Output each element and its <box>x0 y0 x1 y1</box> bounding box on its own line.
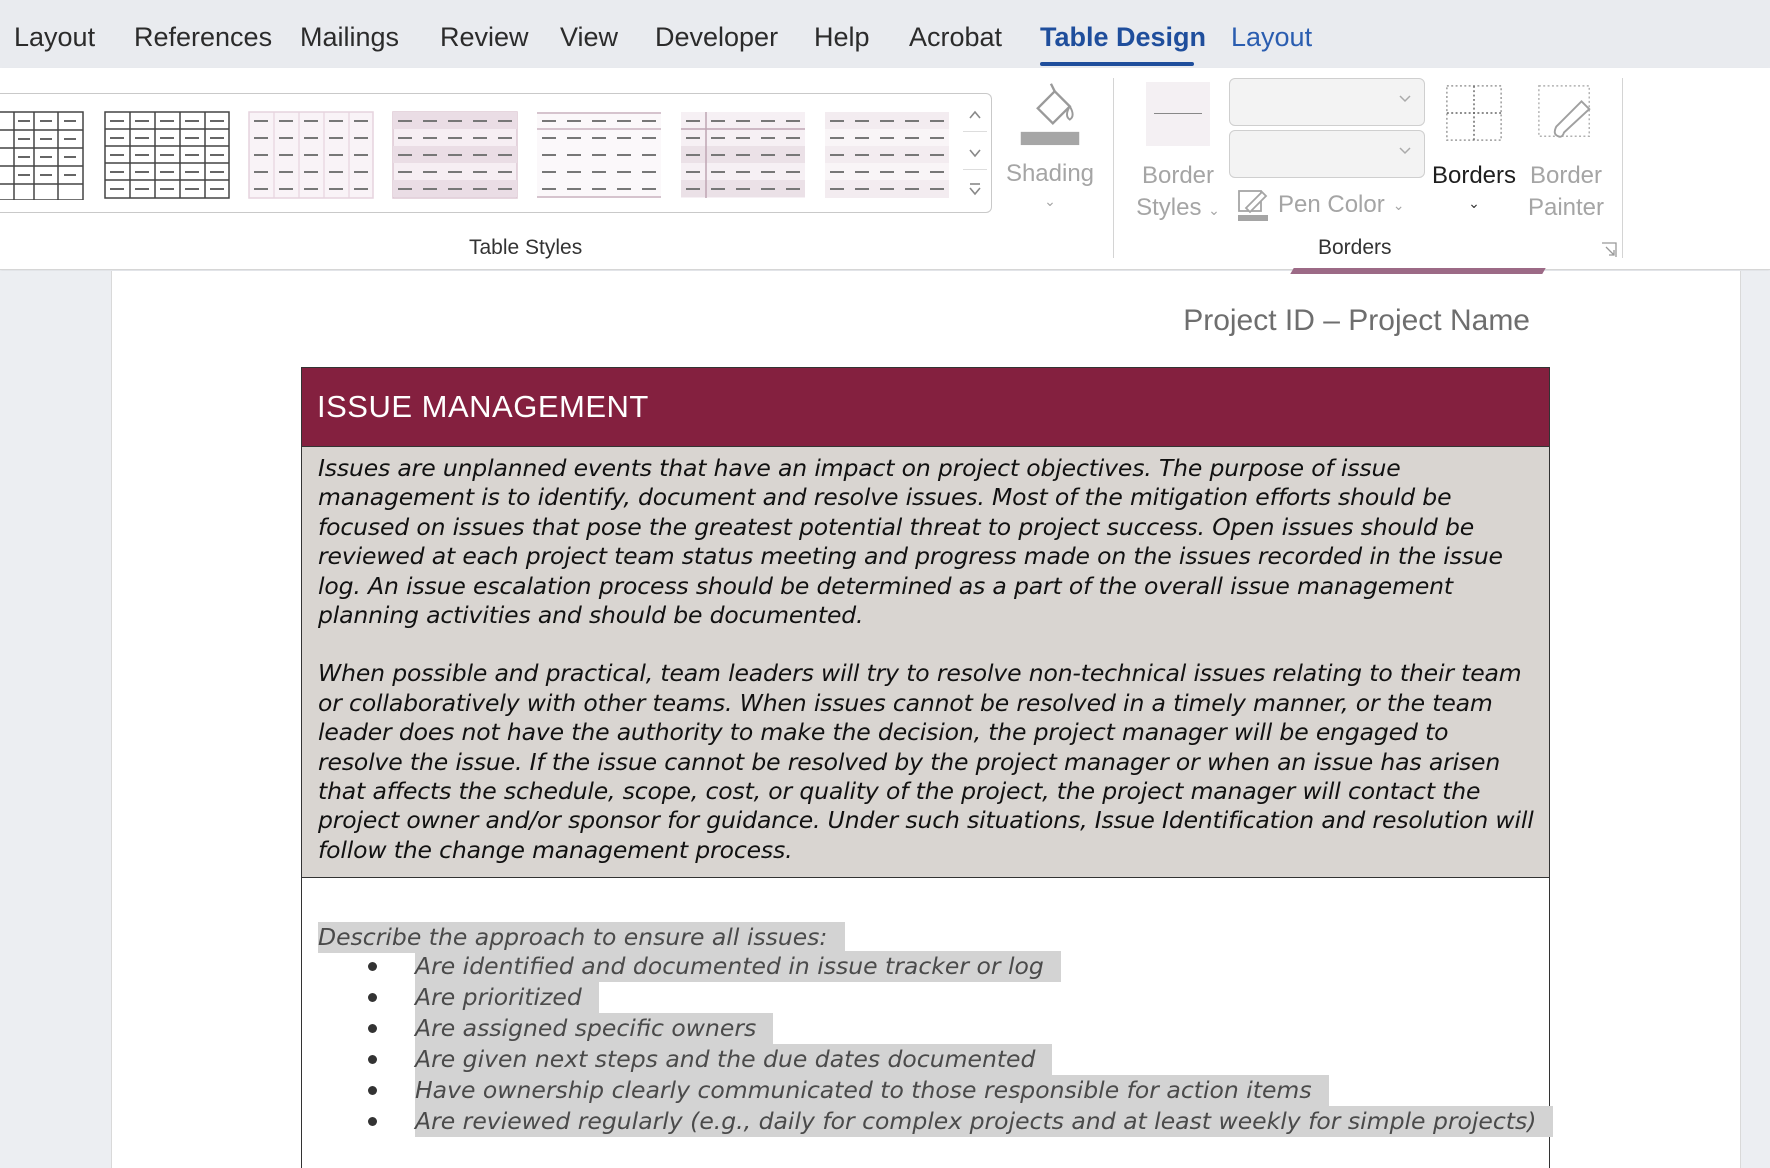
page-header-title[interactable]: Project ID – Project Name <box>1183 304 1530 337</box>
list-item[interactable]: Are assigned specific owners <box>318 1013 1534 1044</box>
borders-button[interactable] <box>1428 82 1520 214</box>
tab-acrobat[interactable]: Acrobat <box>909 22 1003 52</box>
borders-group-label: Borders <box>1318 236 1392 259</box>
bullet-icon <box>368 993 377 1002</box>
chevron-down-icon <box>1398 143 1412 157</box>
tab-references[interactable]: References <box>134 22 273 52</box>
gallery-scroll-down-button[interactable] <box>963 136 987 170</box>
line-style-dropdown[interactable] <box>1229 78 1425 126</box>
borders-grid-icon <box>1443 82 1505 144</box>
table-style-thumbnail[interactable] <box>824 108 950 200</box>
gallery-expand-icon <box>967 181 983 197</box>
bullet-icon <box>368 1055 377 1064</box>
header-accent-bar <box>1290 268 1545 274</box>
chevron-up-icon <box>967 107 983 123</box>
intro-paragraph[interactable]: When possible and practical, team leaders will try to resolve non-technical issues relating to their team or collaboratively with other teams. When issues cannot be resolved in a timely manner, or the team leader does not have the authority to make the decision, the project manager will be engaged to resolve the issue. If the issue cannot be resolved by the project manager or when an issue has arisen that affects the schedule, scope, cost, or quality of the project, the project manager will contact the project owner and/or sponsor for guidance. Under such situations, Issue Identification and resolution will follow the change management process. <box>318 659 1534 864</box>
pen-color-label: Pen Color <box>1278 191 1385 218</box>
active-tab-indicator <box>1040 62 1194 66</box>
section-banner[interactable]: ISSUE MANAGEMENT <box>302 368 1549 447</box>
border-painter-label-line1: Border <box>1529 162 1603 189</box>
paint-bucket-icon <box>1015 80 1085 146</box>
gallery-scroll-up-button[interactable] <box>963 98 987 132</box>
dialog-launcher-icon[interactable] <box>1600 241 1618 259</box>
border-styles-button[interactable] <box>1130 82 1226 226</box>
issue-management-table[interactable] <box>301 367 1550 1168</box>
table-styles-group-label: Table Styles <box>469 236 583 259</box>
border-styles-label-line1: Border <box>1141 162 1215 189</box>
bullet-icon <box>368 1024 377 1033</box>
table-style-thumbnail[interactable] <box>0 108 84 200</box>
table-style-thumbnail[interactable] <box>536 108 662 200</box>
table-style-thumbnail[interactable] <box>680 108 806 200</box>
tab-developer[interactable]: Developer <box>655 22 779 52</box>
group-separator <box>1622 78 1623 258</box>
pen-color-button[interactable] <box>1236 188 1404 222</box>
bullet-icon <box>368 962 377 971</box>
bullet-icon <box>368 1117 377 1126</box>
border-styles-label-line2: Styles ⌄ <box>1136 194 1220 221</box>
tab-layout[interactable]: Layout <box>14 22 96 52</box>
paintbrush-icon <box>1535 82 1597 144</box>
ribbon-tab-bar <box>0 0 1770 68</box>
gallery-more-button[interactable] <box>963 172 987 206</box>
list-item[interactable]: Are given next steps and the due dates documented <box>318 1044 1534 1075</box>
table-styles-gallery <box>0 93 992 213</box>
tab-table-design[interactable]: Table Design <box>1040 22 1207 52</box>
border-painter-button[interactable] <box>1522 82 1610 224</box>
list-item[interactable]: Have ownership clearly communicated to those responsible for action items <box>318 1075 1534 1106</box>
border-painter-label-line2: Painter <box>1527 194 1605 221</box>
list-item[interactable]: Are reviewed regularly (e.g., daily for complex projects and at least weekly for simple projects) <box>318 1106 1534 1137</box>
tab-help[interactable]: Help <box>814 22 870 52</box>
intro-cell[interactable] <box>302 447 1549 878</box>
list-item[interactable]: Are identified and documented in issue tracker or log <box>318 951 1534 982</box>
approach-bullet-list <box>318 951 1537 1137</box>
tab-mailings[interactable]: Mailings <box>300 22 400 52</box>
tab-view[interactable]: View <box>560 22 619 52</box>
table-style-thumbnail[interactable] <box>392 108 518 200</box>
borders-dropdown-caret: ⌄ <box>1468 195 1480 211</box>
border-style-preview <box>1146 82 1210 146</box>
bullet-icon <box>368 1086 377 1095</box>
approach-cell[interactable] <box>302 878 1549 1137</box>
approach-lead-text[interactable]: Describe the approach to ensure all issues: <box>318 922 845 953</box>
pen-icon <box>1236 188 1270 222</box>
chevron-down-icon <box>967 145 983 161</box>
shading-dropdown-caret: ⌄ <box>1044 193 1056 209</box>
pen-color-caret: ⌄ <box>1392 196 1405 213</box>
borders-label: Borders <box>1431 162 1517 189</box>
chevron-down-icon <box>1398 91 1412 105</box>
intro-paragraph[interactable]: Issues are unplanned events that have an impact on project objectives. The purpose of issue management is to identify, document and resolve issues. Most of the mitigation efforts should be focused on issues that pose the greatest potential threat to project success. Open issues should be reviewed at each project team status meeting and progress made on the issues recorded in the issue log. An issue escalation process should be determined as a part of the overall issue management planning activities and should be documented. <box>318 454 1503 630</box>
group-separator <box>1113 78 1114 258</box>
tab-review[interactable]: Review <box>440 22 529 52</box>
table-style-thumbnail[interactable] <box>248 108 374 200</box>
shading-button[interactable] <box>1002 80 1098 212</box>
line-weight-dropdown[interactable] <box>1229 130 1425 178</box>
shading-label: Shading <box>1005 160 1095 187</box>
tab-table-layout[interactable]: Layout <box>1231 22 1313 52</box>
table-style-thumbnail[interactable] <box>104 108 230 200</box>
list-item[interactable]: Are prioritized <box>318 982 1534 1013</box>
